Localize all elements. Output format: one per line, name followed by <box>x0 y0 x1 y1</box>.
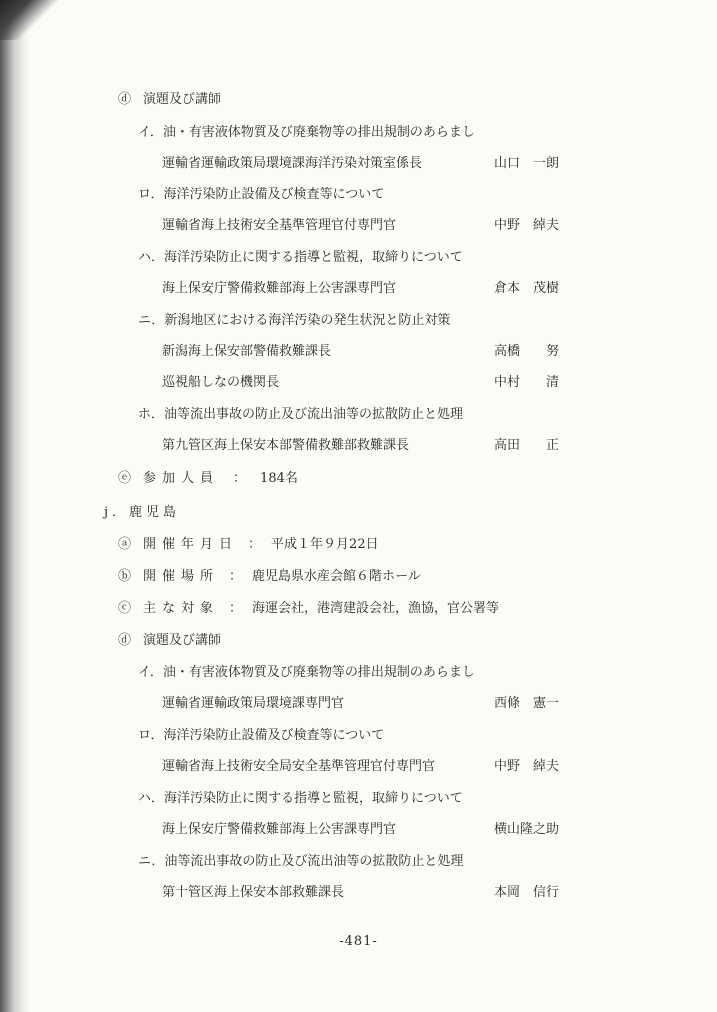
lecture-title: ホ．油等流出事故の防止及び流出油等の拡散防止と処理 <box>138 407 464 422</box>
section-marker: ⓑ <box>118 569 132 584</box>
lecture-title: ロ．海洋汚染防止設備及び検査等について <box>138 728 385 743</box>
section-label: 開催年月日 <box>143 537 239 552</box>
attendance-value: 184名 <box>260 471 298 486</box>
lecture-marker: ロ． <box>138 187 164 202</box>
kagoshima-heading: j．鹿児島 <box>104 505 181 520</box>
lecture-marker: ロ． <box>138 728 164 743</box>
scan-corner-shadow <box>0 0 60 40</box>
lecture-marker: イ． <box>138 665 163 680</box>
speaker-position: 新潟海上保安部警備救難課長 <box>162 344 332 359</box>
book-spine-shadow <box>0 0 30 1012</box>
section-label: 開催場所 <box>143 569 220 584</box>
section-label: 演題及び講師 <box>143 92 222 107</box>
lecture-marker: ハ． <box>138 250 165 265</box>
section-marker: ⓐ <box>118 537 132 552</box>
lecture-marker: イ． <box>138 125 163 140</box>
date-value: 平成１年９月22日 <box>271 537 379 552</box>
page-number: -481- <box>339 934 378 949</box>
speaker-name: 高田 正 <box>494 438 560 453</box>
section-d-heading <box>118 633 221 649</box>
section-e-attendance: ⓔ 参加人員 ： 184名 <box>118 471 298 486</box>
speaker-position: 運輸省海上技術安全基準管理官付専門官 <box>162 218 397 233</box>
speaker-position: 海上保安庁警備救難部海上公害課専門官 <box>162 822 397 837</box>
lecture-marker: ニ． <box>138 854 165 869</box>
lecture-title: ロ．海洋汚染防止設備及び検査等について <box>138 187 385 202</box>
speaker-position: 巡視船しなの機関長 <box>162 375 280 390</box>
lecture-title: ハ．海洋汚染防止に関する指導と監視，取締りについて <box>138 250 463 265</box>
section-d-heading <box>118 92 221 108</box>
venue-value: 鹿児島県水産会館６階ホール <box>252 569 421 584</box>
section-label: 主な対象 <box>143 601 220 616</box>
section-marker: ⓓ <box>118 633 132 648</box>
section-label: 参加人員 <box>143 471 220 486</box>
lecture-marker: ニ． <box>138 313 165 328</box>
section-marker: ⓓ <box>118 92 132 107</box>
speaker-position: 海上保安庁警備救難部海上公害課専門官 <box>162 281 397 296</box>
section-marker: ⓔ <box>118 471 132 486</box>
speaker-name: 倉本 茂樹 <box>494 281 560 296</box>
lecture-title: イ．油・有害液体物質及び廃棄物等の排出規制のあらまし <box>138 665 475 680</box>
speaker-name: 横山隆之助 <box>494 822 560 837</box>
section-b-venue: ⓑ 開催場所 ： 鹿児島県水産会館６階ホール <box>118 569 421 584</box>
section-marker: ⓒ <box>118 601 132 616</box>
speaker-name: 中野 綽夫 <box>494 759 560 774</box>
speaker-name: 山口 一朗 <box>494 156 560 171</box>
speaker-position: 第十管区海上保安本部救難課長 <box>162 885 345 900</box>
lecture-title: ハ．海洋汚染防止に関する指導と監視，取締りについて <box>138 791 463 806</box>
speaker-position: 運輸省海上技術安全局安全基準管理官付専門官 <box>162 759 436 774</box>
speaker-name: 中村 清 <box>494 375 560 390</box>
speaker-position: 第九管区海上保安本部警備救難部救難課長 <box>162 438 410 453</box>
section-label: 演題及び講師 <box>143 633 222 648</box>
speaker-name: 中野 綽夫 <box>494 218 560 233</box>
lecture-marker: ハ． <box>138 791 165 806</box>
lecture-title: イ．油・有害液体物質及び廃棄物等の排出規制のあらまし <box>138 125 475 140</box>
speaker-position: 運輸省運輸政策局環境課海洋汚染対策室係長 <box>162 156 423 171</box>
lecture-title: ニ．油等流出事故の防止及び流出油等の拡散防止と処理 <box>138 854 464 869</box>
speaker-name: 高橋 努 <box>494 344 560 359</box>
lecture-title: ニ．新潟地区における海洋汚染の発生状況と防止対策 <box>138 313 451 328</box>
section-a-date: ⓐ 開催年月日 ： 平成１年９月22日 <box>118 537 379 552</box>
audience-value: 海運会社，港湾建設会社，漁協，官公署等 <box>252 601 500 616</box>
section-c-audience: ⓒ 主な対象 ： 海運会社，港湾建設会社，漁協，官公署等 <box>118 601 500 616</box>
speaker-name: 西條 憲一 <box>494 696 560 711</box>
lecture-marker: ホ． <box>138 407 165 422</box>
speaker-position: 運輸省運輸政策局環境課専門官 <box>162 696 345 711</box>
speaker-name: 本岡 信行 <box>494 885 560 900</box>
